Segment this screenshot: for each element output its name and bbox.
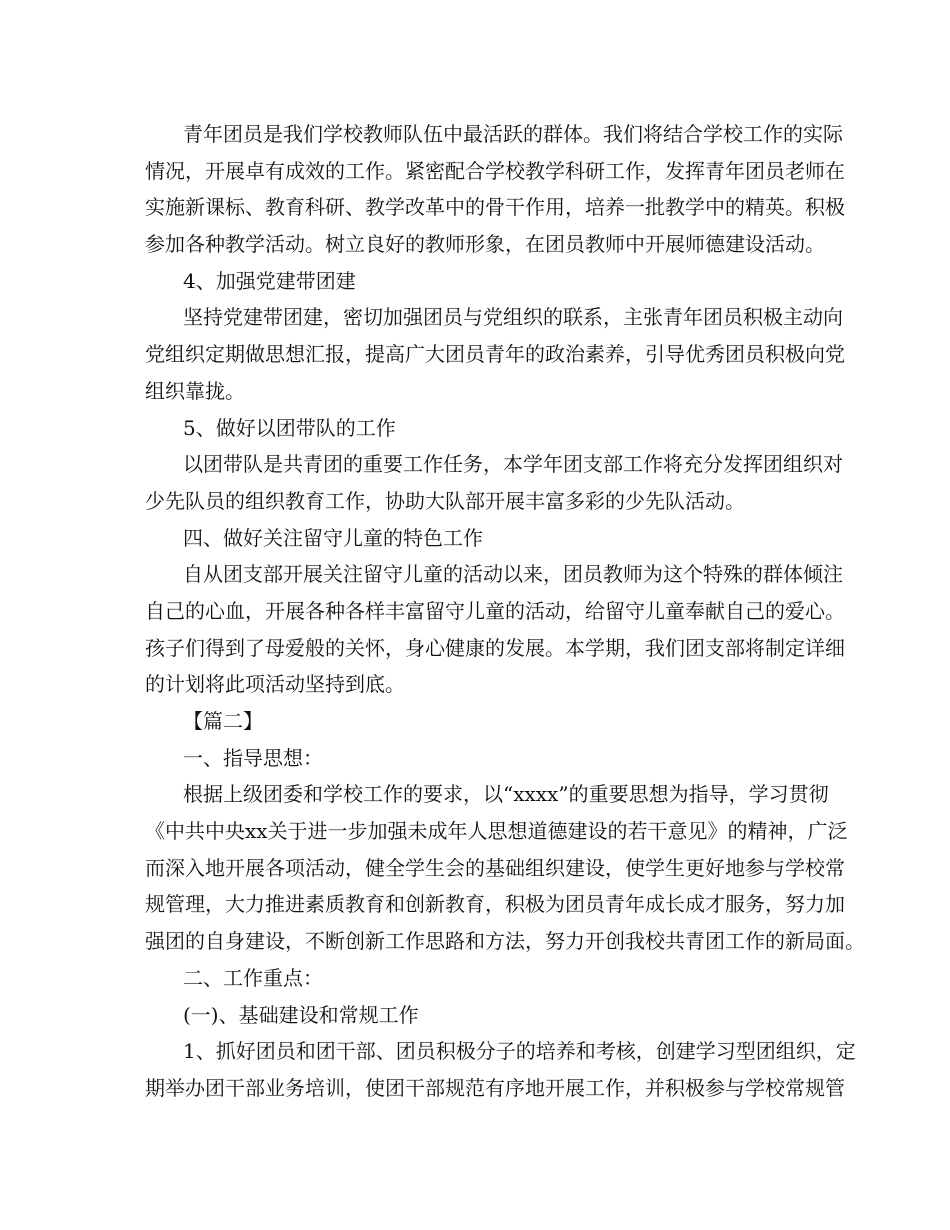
text-line: 1、抓好团员和团干部、团员积极分子的培养和考核，创建学习型团组织，定 [183,1039,856,1064]
text-line: 的计划将此项活动坚持到底。 [145,672,405,697]
text-line: 实施新课标、教育科研、教学改革中的骨干作用，培养一批教学中的精英。积极 [145,195,845,220]
text-line: 而深入地开展各项活动，健全学生会的基础组织建设，使学生更好地参与学校常 [145,855,845,880]
text-line: 二、工作重点： [183,965,323,990]
text-line: 党组织定期做思想汇报，提高广大团员青年的政治素养，引导优秀团员积极向党 [145,342,845,367]
text-line: 情况，开展卓有成效的工作。紧密配合学校教学科研工作，发挥青年团员老师在 [145,158,845,183]
text-line: 根据上级团委和学校工作的要求，以“xxxx”的重要思想为指导，学习贯彻 [183,782,829,807]
text-line: 规管理，大力推进素质教育和创新教育，积极为团员青年成长成才服务，努力加 [145,892,845,917]
text-line: 坚持党建带团建，密切加强团员与党组织的联系，主张青年团员积极主动向 [183,305,843,330]
text-line: 以团带队是共青团的重要工作任务，本学年团支部工作将充分发挥团组织对 [183,452,843,477]
text-line: 组织靠拢。 [145,378,245,403]
text-line: 【篇二】 [183,709,263,733]
text-line: (一)、基础建设和常规工作 [183,1002,419,1027]
text-line: 一、指导思想： [183,745,323,770]
text-line: 《中共中央xx关于进一步加强未成年人思想道德建设的若干意见》的精神，广泛 [145,819,848,844]
text-line: 自从团支部开展关注留守儿童的活动以来，团员教师为这个特殊的群体倾注 [183,562,843,587]
text-line: 参加各种教学活动。树立良好的教师形象，在团员教师中开展师德建设活动。 [145,232,825,257]
text-line: 孩子们得到了母爱般的关怀，身心健康的发展。本学期，我们团支部将制定详细 [145,635,845,660]
document-body [145,116,865,1107]
text-line: 少先队员的组织教育工作，协助大队部开展丰富多彩的少先队活动。 [145,488,745,513]
text-line: 强团的自身建设，不断创新工作思路和方法，努力开创我校共青团工作的新局面。 [145,929,865,954]
text-line: 青年团员是我们学校教师队伍中最活跃的群体。我们将结合学校工作的实际 [183,122,843,146]
text-line: 期举办团干部业务培训，使团干部规范有序地开展工作，并积极参与学校常规管 [145,1075,845,1100]
text-line: 5、做好以团带队的工作 [183,415,396,440]
text-line: 4、加强党建带团建 [183,268,356,293]
text-line: 自己的心血，开展各种各样丰富留守儿童的活动，给留守儿童奉献自己的爱心。 [145,598,845,623]
text-line: 四、做好关注留守儿童的特色工作 [183,525,483,550]
